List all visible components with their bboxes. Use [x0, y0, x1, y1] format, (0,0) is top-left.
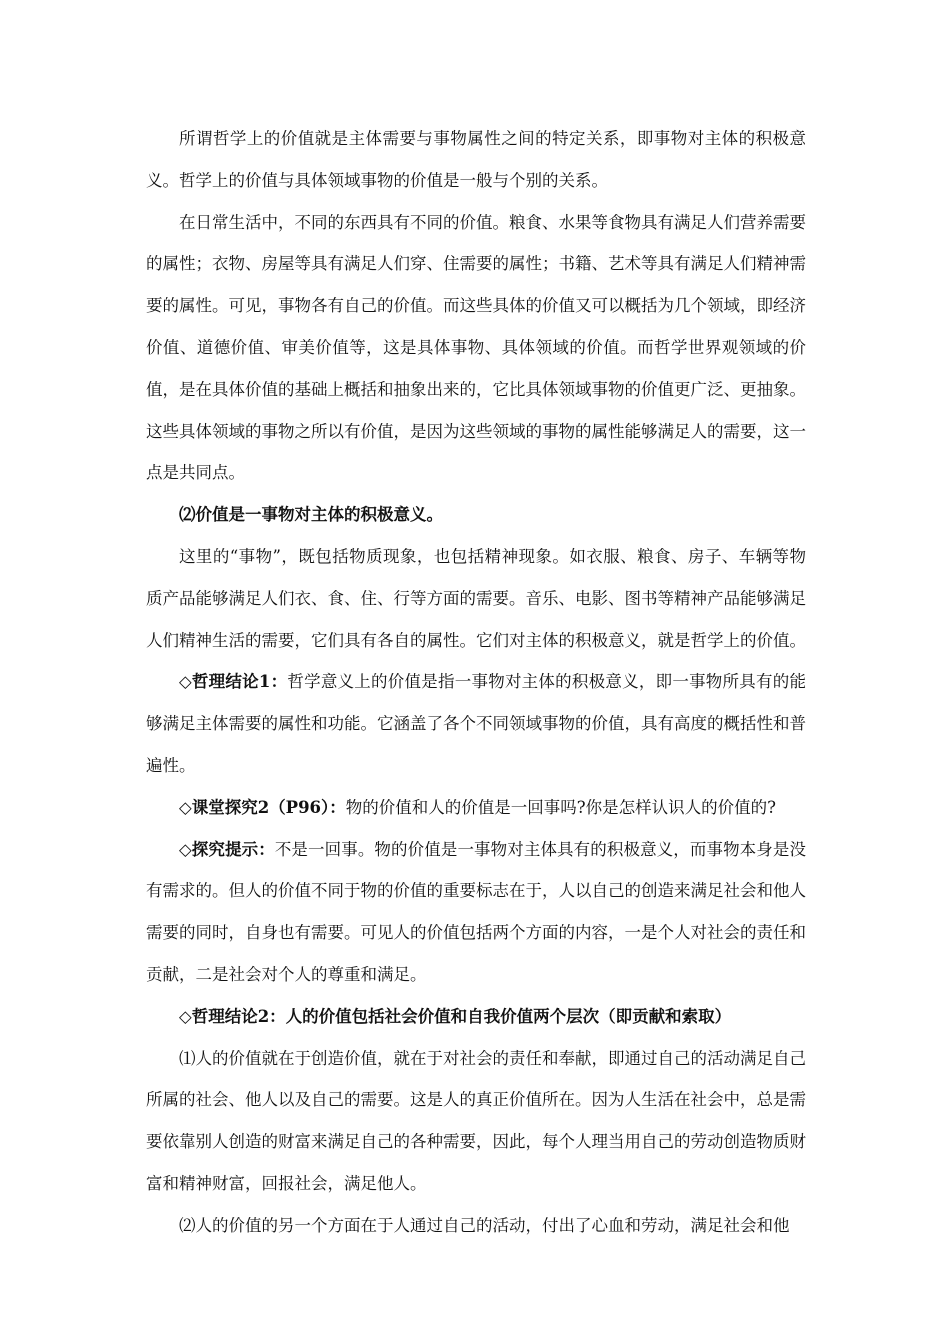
paragraph-things-explanation	[146, 536, 806, 661]
paragraph-value-definition	[146, 118, 806, 202]
paragraph-text: 哲学意义上的价值是指一事物对主体的积极意义，即一事物所具有的能够满足主体需要的属性和功能。它涵盖了各个不同领域事物的价值，具有高度的概括性和普遍性。	[146, 672, 807, 775]
paragraph-text: 在日常生活中，不同的东西具有不同的价值。粮食、水果等食物具有满足人们营养需要的属性；衣物、房屋等具有满足人们穿、住需要的属性；书籍、艺术等具有满足人们精神需要的属性。可见，事物各有自己的价值。而这些具体的价值又可以概括为几个领域，即经济价值、道德价值、审美价值等，这是具体事物、具体领域的价值。而哲学世界观领域的价值，是在具体价值的基础上概括和抽象出来的，它比具体领域事物的价值更广泛、更抽象。这些具体领域的事物之所以有价值，是因为这些领域的事物的属性能够满足人的需要，这一点是共同点。	[146, 212, 806, 483]
paragraph-text: 物的价值和人的价值是一回事吗?你是怎样认识人的价值的?	[345, 797, 776, 817]
paragraph-text: ⑵人的价值的另一个方面在于人通过自己的活动，付出了心血和劳动，满足社会和他	[179, 1215, 790, 1235]
paragraph-conclusion-1	[146, 661, 806, 786]
paragraph-self-value	[146, 1205, 806, 1247]
paragraph-text: 不是一回事。物的价值是一事物对主体具有的积极意义，而事物本身是没有需求的。但人的价值不同于物的价值的重要标志在于，人以自己的创造来满足社会和他人需要的同时，自身也有需要。可见人的价值包括两个方面的内容，一是个人对社会的责任和贡献，二是社会对个人的尊重和满足。	[146, 839, 806, 984]
heading-conclusion-2	[146, 996, 806, 1038]
paragraph-text: 这里的“事物”，既包括物质现象，也包括精神现象。如衣服、粮食、房子、车辆等物质产品能够满足人们衣、食、住、行等方面的需要。音乐、电影、图书等精神产品能够满足人们精神生活的需要，它们具有各自的属性。它们对主体的积极意义，就是哲学上的价值。	[146, 546, 806, 650]
paragraph-classroom-inquiry-2	[146, 787, 806, 829]
paragraph-social-value	[146, 1038, 806, 1205]
paragraph-inquiry-hint	[146, 829, 806, 996]
paragraph-daily-life-values	[146, 202, 806, 495]
paragraph-lead: ⑵价值是一事物对主体的积极意义。	[179, 505, 443, 525]
paragraph-lead: ◇探究提示：	[179, 839, 275, 859]
paragraph-lead: ◇哲理结论1：	[179, 672, 288, 692]
paragraph-lead: ◇课堂探究2（P96）：	[179, 797, 346, 817]
paragraph-lead: ◇哲理结论2：人的价值包括社会价值和自我价值两个层次（即贡献和索取）	[179, 1006, 732, 1026]
document-body	[146, 118, 806, 1247]
paragraph-text: ⑴人的价值就在于创造价值，就在于对社会的责任和奉献，即通过自己的活动满足自己所属的社会、他人以及自己的需要。这是人的真正价值所在。因为人生活在社会中，总是需要依靠别人创造的财富来满足自己的各种需要，因此，每个人理当用自己的劳动创造物质财富和精神财富，回报社会，满足他人。	[146, 1048, 806, 1193]
paragraph-text: 所谓哲学上的价值就是主体需要与事物属性之间的特定关系，即事物对主体的积极意义。哲学上的价值与具体领域事物的价值是一般与个别的关系。	[146, 129, 806, 190]
heading-value-positive-meaning	[146, 494, 806, 536]
